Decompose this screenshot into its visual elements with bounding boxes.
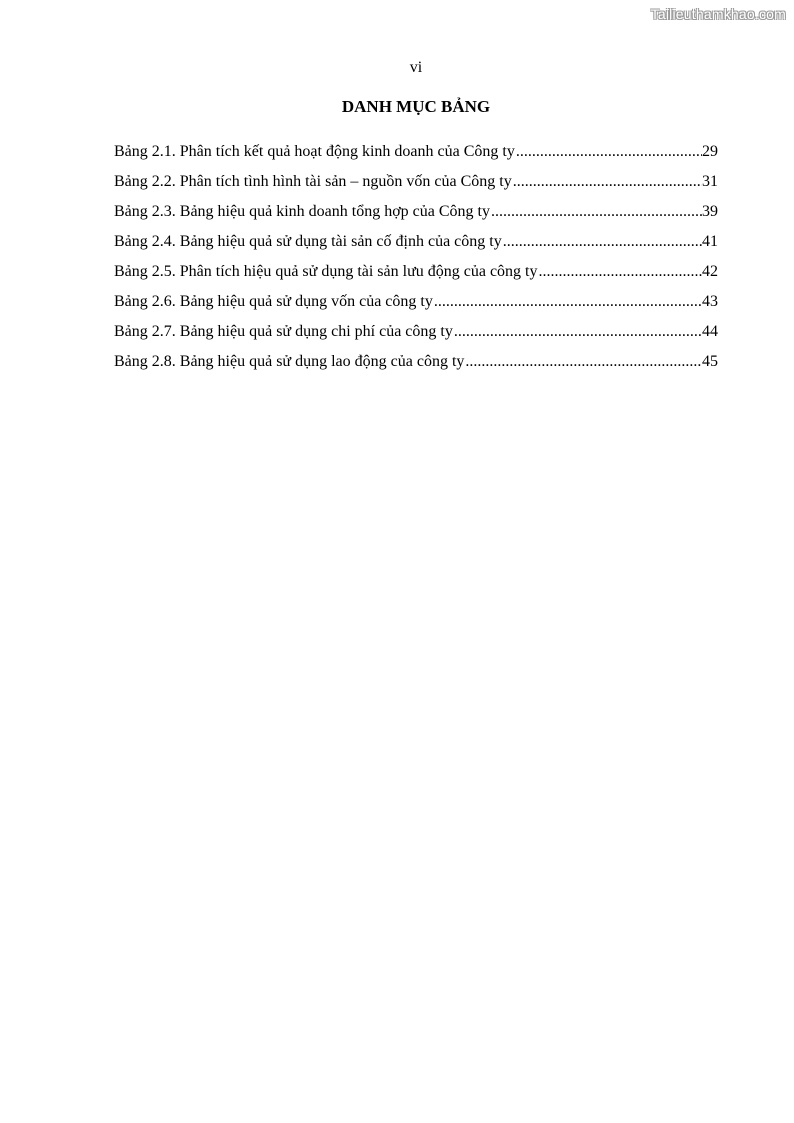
- dot-leader: [465, 351, 702, 373]
- table-entry-2-4[interactable]: [114, 231, 718, 261]
- table-entry-page: 45: [702, 353, 718, 370]
- table-entry-label: Bảng 2.1. Phân tích kết quả hoạt động kinh doanh của Công ty: [114, 143, 515, 160]
- dot-leader: [491, 201, 702, 223]
- table-entry-label: Bảng 2.6. Bảng hiệu quả sử dụng vốn của công ty: [114, 293, 433, 310]
- dot-leader: [434, 291, 702, 313]
- table-entry-2-2[interactable]: [114, 171, 718, 201]
- table-entry-page: 31: [702, 173, 718, 190]
- table-entry-2-8[interactable]: [114, 351, 718, 381]
- table-entry-label: Bảng 2.7. Bảng hiệu quả sử dụng chi phí của công ty: [114, 323, 453, 340]
- table-entry-label: Bảng 2.5. Phân tích hiệu quả sử dụng tài sản lưu động của công ty: [114, 263, 538, 280]
- watermark: Tailieuthamkhao.com: [650, 6, 786, 22]
- dot-leader: [539, 261, 703, 283]
- table-entry-label: Bảng 2.8. Bảng hiệu quả sử dụng lao động của công ty: [114, 353, 465, 370]
- table-entry-page: 43: [702, 293, 718, 310]
- table-entry-label: Bảng 2.2. Phân tích tình hình tài sản – nguồn vốn của Công ty: [114, 173, 512, 190]
- table-entry-2-1[interactable]: [114, 141, 718, 171]
- dot-leader: [454, 321, 702, 343]
- page-title: DANH MỤC BẢNG: [341, 97, 491, 116]
- table-entry-page: 29: [702, 143, 718, 160]
- table-entry-page: 39: [702, 203, 718, 220]
- table-entry-2-5[interactable]: [114, 261, 718, 291]
- page-number: vi: [409, 59, 423, 76]
- table-entry-label: Bảng 2.4. Bảng hiệu quả sử dụng tài sản cố định của công ty: [114, 233, 502, 250]
- table-entry-label: Bảng 2.3. Bảng hiệu quả kinh doanh tổng hợp của Công ty: [114, 203, 490, 220]
- dot-leader: [516, 141, 702, 163]
- table-entry-2-6[interactable]: [114, 291, 718, 321]
- table-entry-2-3[interactable]: [114, 201, 718, 231]
- table-entry-page: 42: [702, 263, 718, 280]
- table-list: [114, 141, 718, 381]
- dot-leader: [513, 171, 702, 193]
- table-entry-page: 44: [702, 323, 718, 340]
- dot-leader: [503, 231, 702, 253]
- table-entry-2-7[interactable]: [114, 321, 718, 351]
- table-entry-page: 41: [702, 233, 718, 250]
